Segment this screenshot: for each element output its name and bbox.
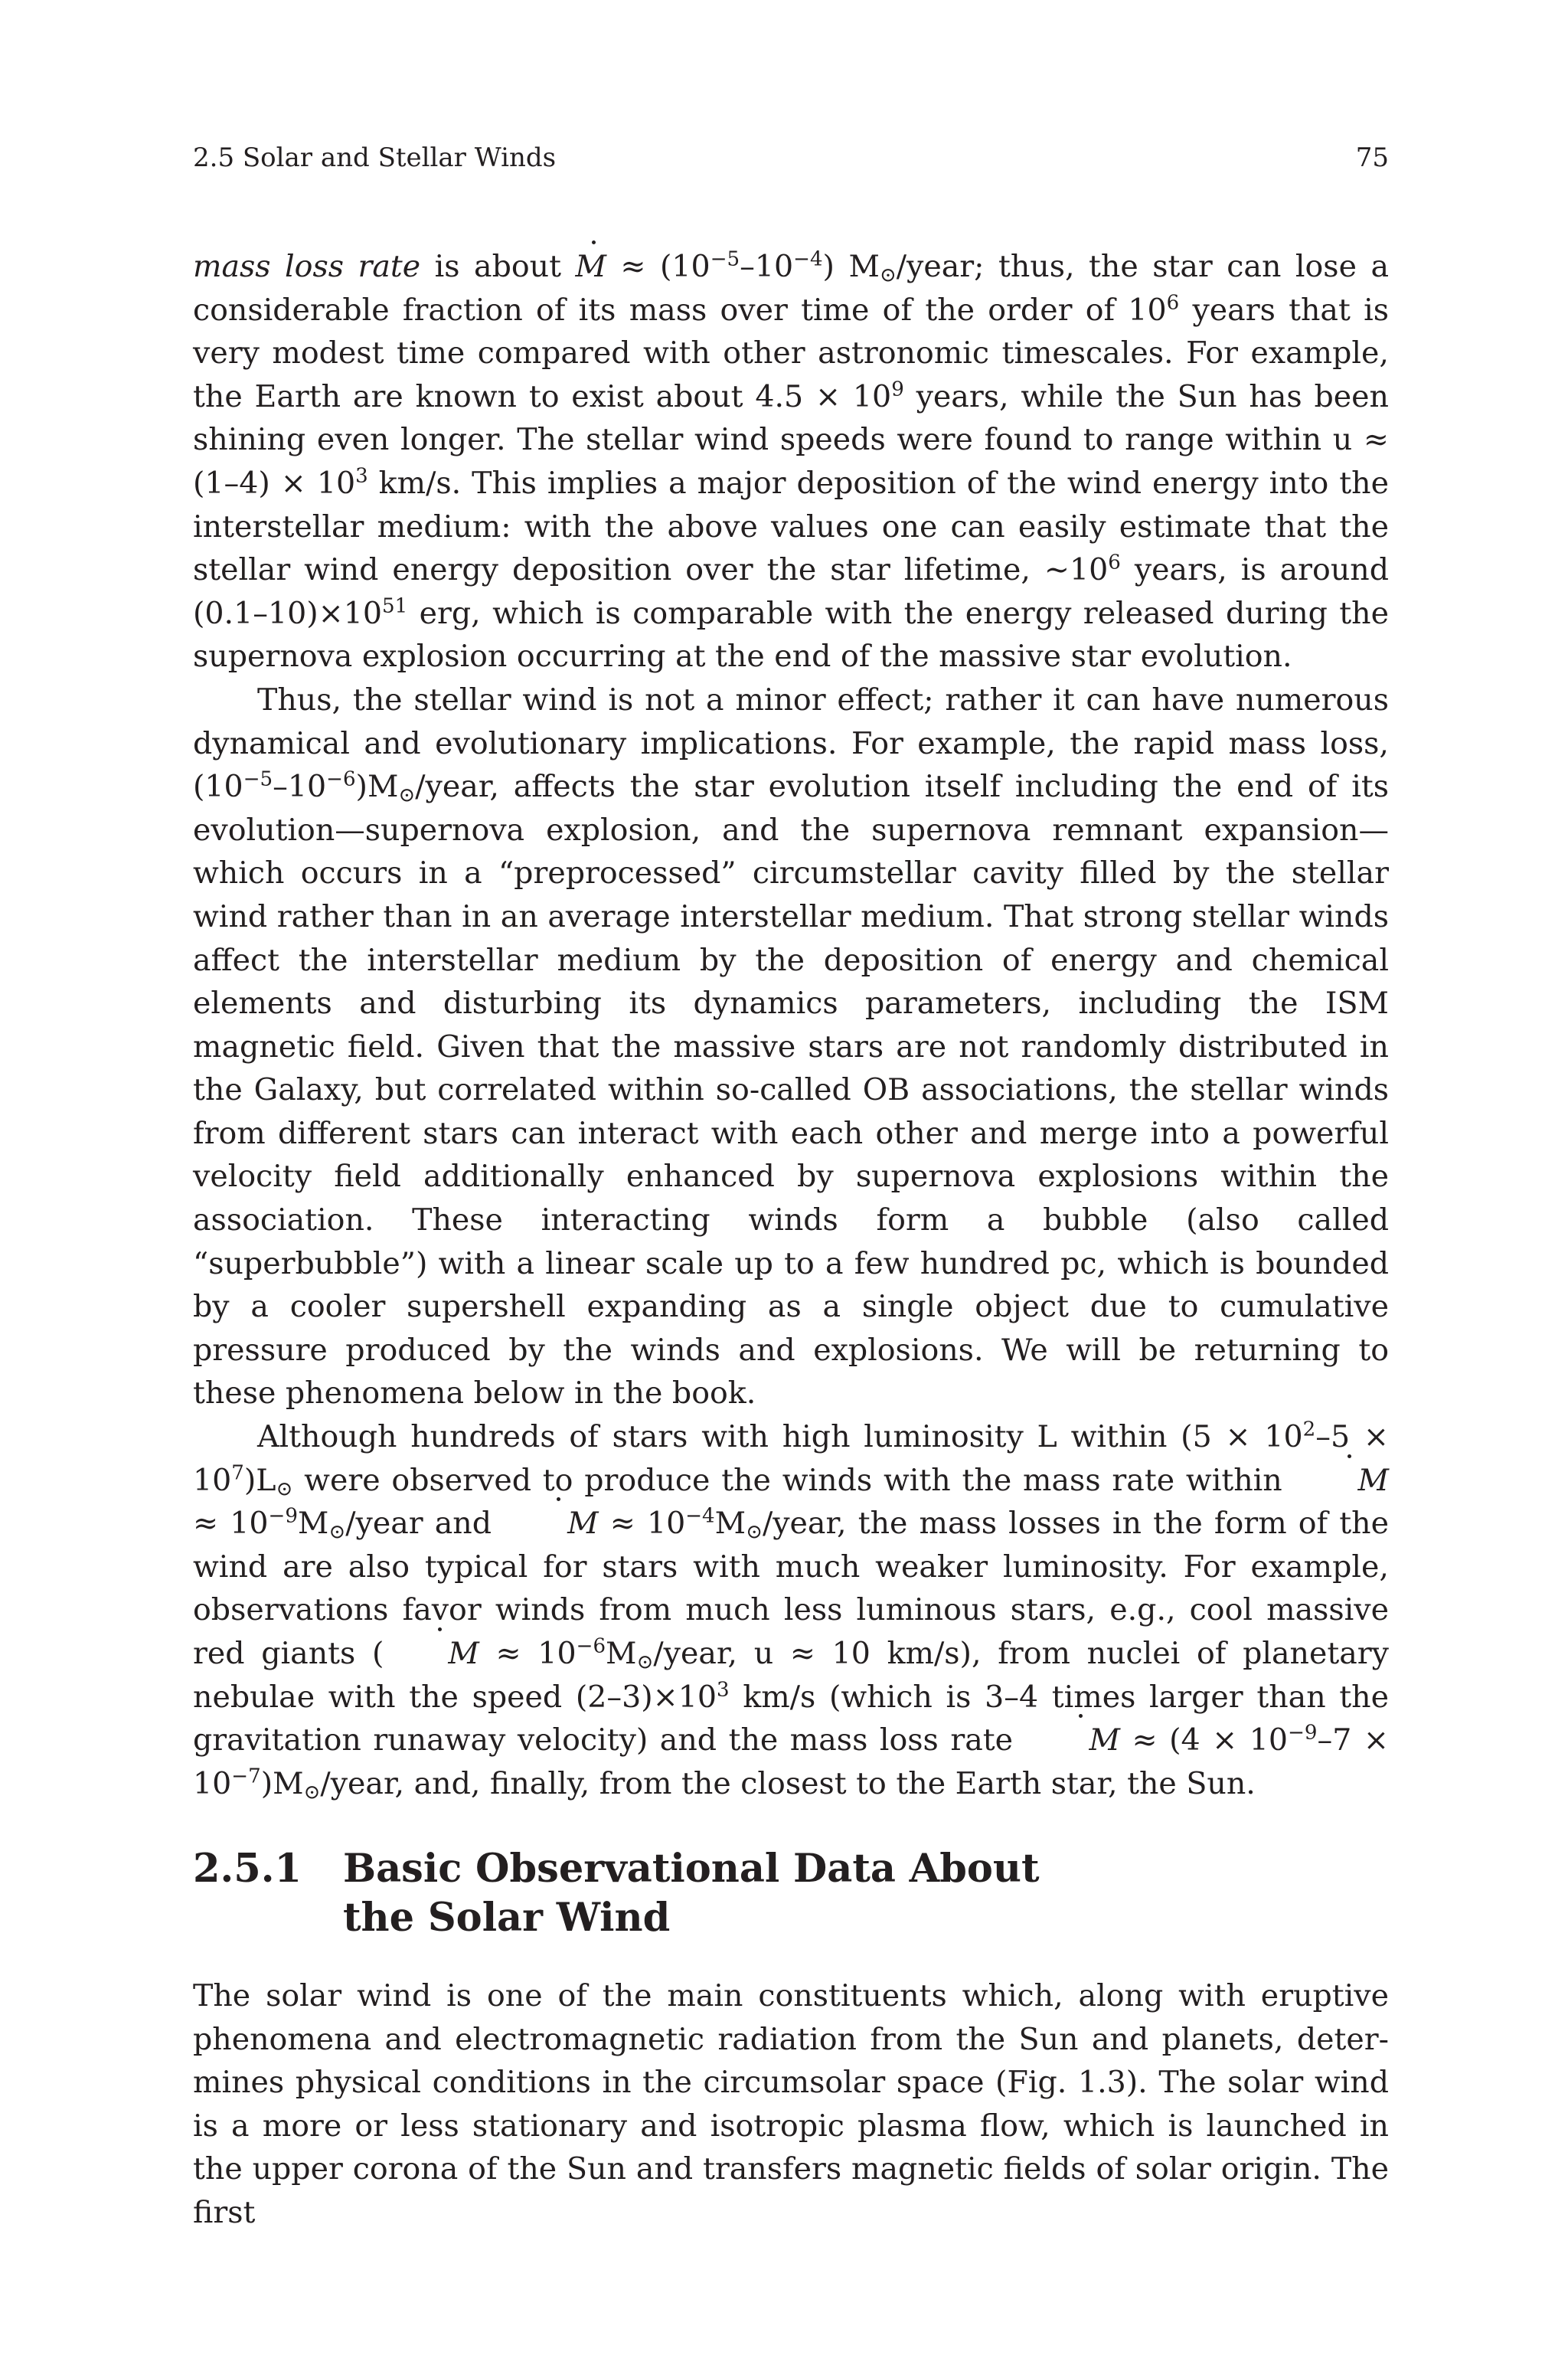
section-title-line-1: Basic Observational Data About	[343, 1846, 1040, 1892]
section-title	[343, 1844, 1185, 1942]
section-number: 2.5.1	[193, 1846, 302, 1892]
paragraph-2: Thus, the stellar wind is not a minor effect; rather it can have numerous dynamical and evolutionary implications. For example, the rapid mass loss, $(10^{-5}-10^{-6})M_⊙$/year, affects the star evolution itself including the end of its evolution—supernova explosion, and the supernova remnant expansion—which occurs in a “preprocessed” circumstellar cavity filled by the stellar wind rather than in an average interstellar medium. That strong stellar winds affect the interstellar medium by the deposition of energy and chemical elements and disturbing its dynamics parameters, including the ISM magnetic field. Given that the massive stars are not randomly distributed in the Galaxy, but correlated within so-called OB associations, the stellar winds from different stars can interact with each other and merge into a powerful velocity field additionally enhanced by supernova explosions within the association. These interacting winds form a bubble (also called “superbubble”) with a linear scale up to a few hundred pc, which is bounded by a cooler supershell expanding as a single object due to cumulative pressure produced by the winds and explosions. We will be returning to these phenomena below in the book.	[193, 682, 1390, 1411]
running-head-title: 2.5 Solar and Stellar Winds	[193, 142, 557, 173]
page-number: 75	[1355, 142, 1389, 173]
body-text	[193, 245, 1389, 1805]
section-paragraph-1: The solar wind is one of the main constituents which, along with eruptive phenomena and electromagnetic radiation from the Sun and planets, determines physical conditions in the circumsolar space (Fig. 1.3). The solar wind is a more or less stationary and isotropic plasma flow, which is launched in the upper corona of the Sun and transfers magnetic fields of solar origin. The first	[193, 1978, 1389, 2230]
section-title-line-2: the Solar Wind	[343, 1895, 671, 1941]
paragraph-3: Although hundreds of stars with high luminosity L within $(5 \times 10^2-5 \times 10^7)L_⊙$ were observed to produce the winds with the mass rate within $M \approx 10^{-9}M_⊙$/year and $M \approx 10^{-4}M_⊙$/year, the mass losses in the form of the wind are also typical for stars with much weaker luminosity. For example, observations favor winds from much less luminous stars, e.g., cool massive red giants ( $M \approx 10^{-6}M_⊙$/year, u ≈ 10 km/s), from nuclei of planetary nebulae with the speed $(2-3)\times 10^3$ km/s (which is 3–4 times larger than the gravitation runaway velocity) and the mass loss rate $M \approx (4 \times 10^{-9}-7$ × $10^{-7})M_⊙$/year, and, finally, from the closest to the Earth star, the Sun.	[193, 1418, 1389, 1804]
mdot-symbol: M	[503, 1502, 598, 1546]
mdot-symbol: M	[1025, 1719, 1120, 1762]
section-body	[193, 1974, 1389, 2235]
term-mass-loss-rate: mass loss rate	[193, 249, 421, 284]
mdot-symbol: M	[384, 1632, 479, 1676]
running-head	[193, 139, 1389, 176]
mdot-symbol: M	[1294, 1459, 1389, 1503]
paragraph-1: mass loss rate is about $M \approx (10^{-5}-10^{-4})$ $M_⊙$/year; thus, the star can lose a considerable fraction of its mass over time of the order of $10^6$ years that is very modest time compared with other astronomic timescales. For example, the Earth are known to exist about $4.5 \times 10^9$ years, while the Sun has been shining even longer. The stellar wind speeds were found to range within $u \approx (1-4) \times 10^3$ km/s. This implies a major deposition of the wind energy into the interstellar medium: with the above values one can easily estimate that the stellar wind energy deposition over the star lifetime, $\sim 10^6$ years, is around $(0.1-10)\times 10^{51}$ erg, which is comparable with the energy released during the supernova explosion occurring at the end of the massive star evolution.	[193, 245, 1389, 679]
mdot-symbol: M	[575, 245, 606, 289]
